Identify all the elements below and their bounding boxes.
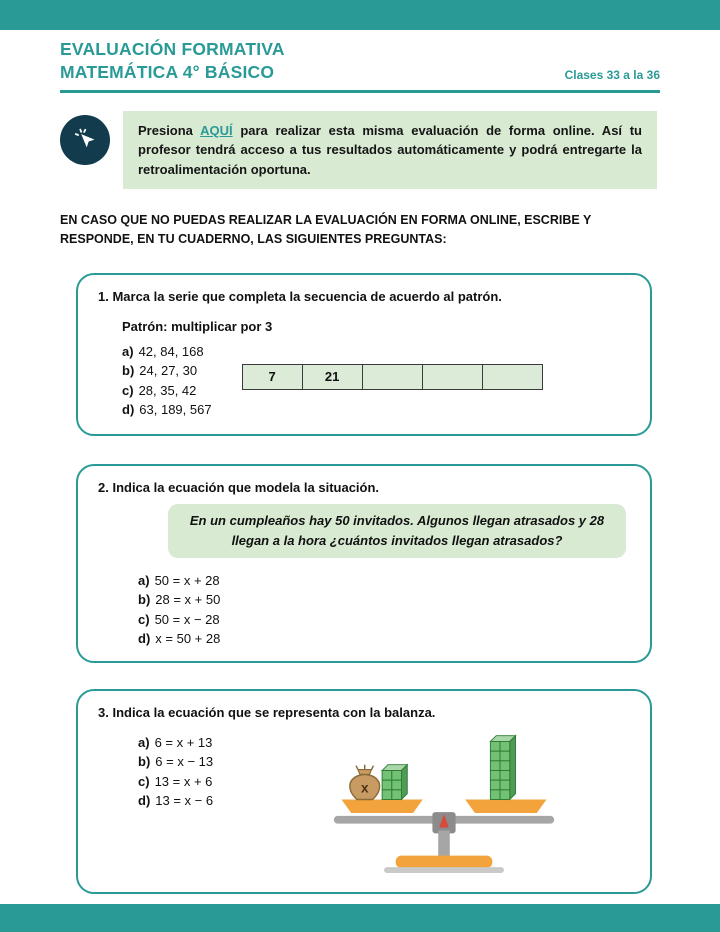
option-row (138, 629, 630, 649)
option-text: x = 50 + 28 (155, 631, 221, 647)
option-row (138, 752, 213, 772)
option-text: 63, 189, 567 (139, 402, 212, 417)
option-row (138, 590, 630, 610)
question-1-options (122, 342, 212, 420)
header (60, 38, 660, 84)
option-label: c) (138, 611, 150, 627)
click-icon (60, 115, 110, 165)
situation-box: En un cumpleaños hay 50 invitados. Algunos llegan atrasados y 28 llegan a la hora ¿cuántos invitados llegan atrasados? (168, 504, 626, 558)
sequence-table (242, 364, 543, 390)
option-label: d) (138, 793, 151, 809)
option-label: b) (138, 592, 151, 608)
classes-label: Clases 33 a la 36 (564, 67, 660, 82)
sequence-cell: 7 (242, 364, 303, 390)
header-divider (60, 90, 660, 93)
option-row (138, 610, 630, 630)
note-text-post: para realizar esta misma evaluación de forma online. Así tu profesor tendrá acceso a tus resultados automáticamente y podrá entregarte la retroalimentación oportuna. (138, 122, 642, 177)
question-3-title: 3. Indica la ecuación que se representa con la balanza. (98, 704, 436, 720)
question-box-2 (76, 464, 652, 663)
option-text: 50 = x − 28 (154, 611, 220, 627)
question-box-1 (76, 273, 652, 436)
page-title-line1: EVALUACIÓN FORMATIVA (60, 39, 285, 59)
bag-x-label: x (360, 780, 369, 796)
sequence-cell (482, 364, 543, 390)
option-row (122, 361, 212, 381)
option-label: d) (138, 631, 151, 647)
online-note-row (60, 111, 657, 190)
page-title-line2: MATEMÁTICA 4° BÁSICO (60, 61, 275, 82)
option-label: b) (138, 754, 151, 770)
pattern-label: Patrón: multiplicar por 3 (122, 318, 273, 334)
option-label: c) (122, 382, 134, 398)
option-text: 13 = x − 6 (155, 793, 214, 809)
question-3-content (98, 720, 630, 882)
option-text: 6 = x + 13 (154, 734, 213, 750)
option-text: 13 = x + 6 (154, 773, 213, 789)
question-box-3 (76, 689, 652, 894)
question-3-options (138, 733, 213, 811)
question-1-title: 1. Marca la serie que completa la secuencia de acuerdo al patrón. (98, 288, 502, 304)
option-row (138, 571, 630, 591)
sequence-cell (362, 364, 423, 390)
question-1-content (98, 342, 630, 420)
balance-scale-image (328, 722, 560, 882)
option-text: 6 = x − 13 (155, 754, 214, 770)
sequence-cell: 21 (302, 364, 363, 390)
page-title (60, 38, 285, 84)
bottom-accent-bar (0, 904, 720, 932)
option-row (138, 791, 213, 811)
option-row (138, 772, 213, 792)
option-label: d) (122, 402, 135, 417)
option-text: 50 = x + 28 (154, 572, 220, 588)
option-row (122, 400, 212, 420)
sequence-cell (422, 364, 483, 390)
option-text: 28, 35, 42 (138, 382, 197, 398)
option-label: a) (138, 734, 150, 750)
option-label: a) (122, 343, 134, 359)
question-2-options (138, 571, 630, 649)
online-link[interactable]: AQUÍ (200, 122, 233, 138)
option-label: c) (138, 773, 150, 789)
option-text: 28 = x + 50 (155, 592, 221, 608)
option-row (122, 381, 212, 401)
instructions-text: EN CASO QUE NO PUEDAS REALIZAR LA EVALUACIÓN EN FORMA ONLINE, ESCRIBE Y RESPONDE, EN TU CUADERNO, LAS SIGUIENTES PREGUNTAS: (60, 213, 592, 246)
online-note-box (123, 111, 657, 190)
option-label: b) (122, 363, 135, 378)
option-row (122, 342, 212, 362)
note-text-pre: Presiona (138, 122, 193, 138)
question-2-title: 2. Indica la ecuación que modela la situación. (98, 479, 380, 495)
top-accent-bar (0, 0, 720, 30)
option-label: a) (138, 572, 150, 588)
option-row (138, 733, 213, 753)
option-text: 24, 27, 30 (139, 363, 198, 378)
option-text: 42, 84, 168 (138, 343, 204, 359)
